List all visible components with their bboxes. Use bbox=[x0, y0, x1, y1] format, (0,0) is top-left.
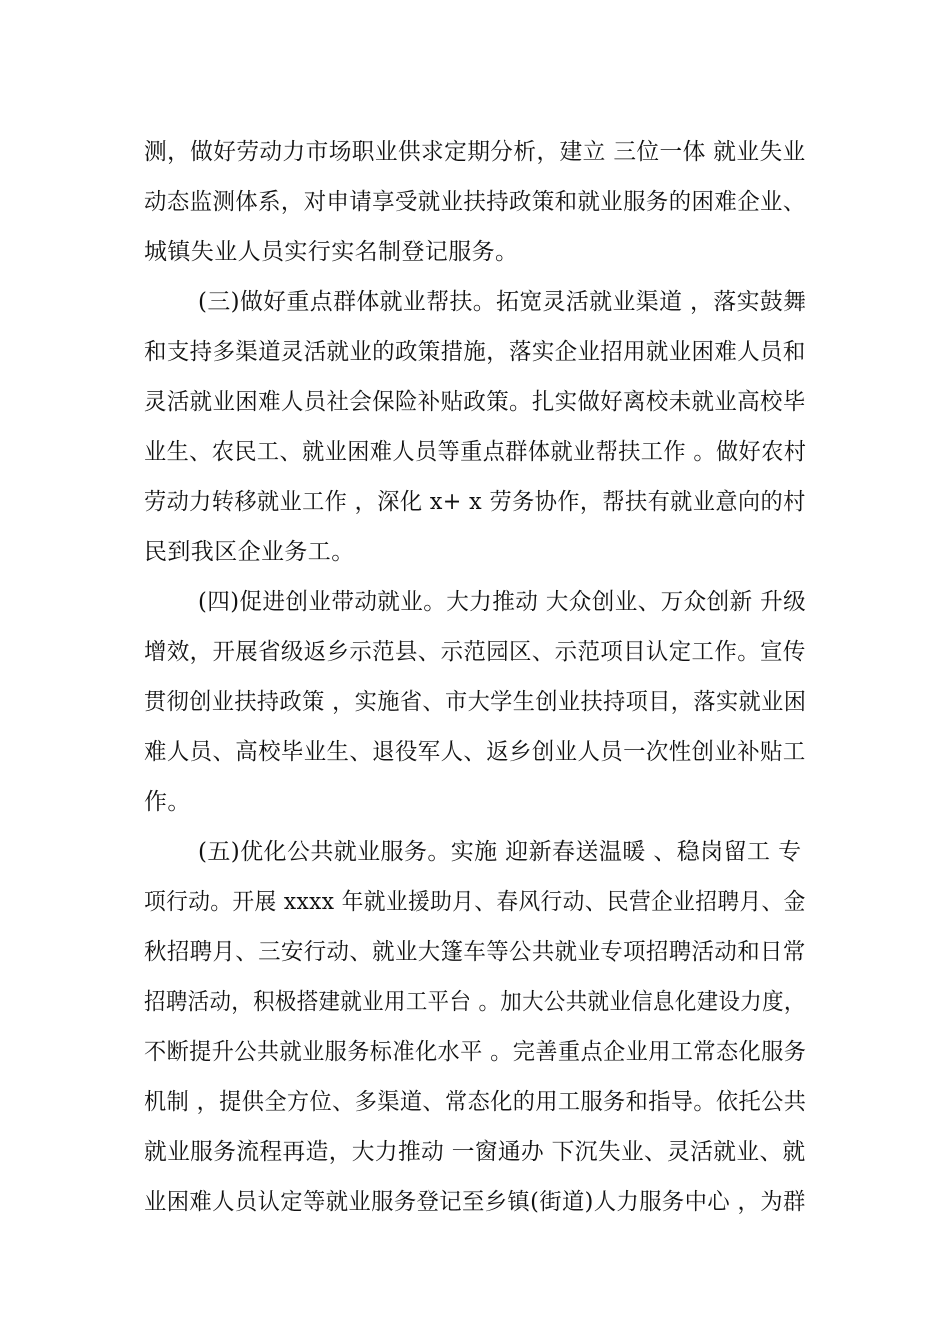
text-line: 秋招聘月、三安行动、就业大篷车等公共就业专项招聘活动和日常 bbox=[144, 939, 806, 965]
text-line: 民到我区企业务工。 bbox=[144, 539, 355, 565]
text-line: 就业服务流程再造，大力推动 一窗通办 下沉失业、灵活就业、就 bbox=[144, 1139, 806, 1165]
text-line: 不断提升公共就业服务标准化水平 。完善重点企业用工常态化服务 bbox=[144, 1039, 807, 1065]
text-line: 和支持多渠道灵活就业的政策措施，落实企业招用就业困难人员和 bbox=[144, 339, 806, 365]
text-line: 作。 bbox=[144, 789, 191, 815]
text-line: 项行动。开展 xxxx 年就业援助月、春风行动、民营企业招聘月、金 bbox=[144, 889, 806, 915]
section-heading-5: (五)优化公共就业服务。实施 迎新春送温暖 、稳岗留工 专 bbox=[198, 839, 802, 865]
text-line: 业困难人员认定等就业服务登记至乡镇(街道)人力服务中心 ，为群 bbox=[144, 1189, 806, 1215]
text-line: 难人员、高校毕业生、退役军人、返乡创业人员一次性创业补贴工 bbox=[144, 739, 806, 765]
text-line: 测，做好劳动力市场职业供求定期分析，建立 三位一体 就业失业 bbox=[144, 139, 806, 165]
text-line: 贯彻创业扶持政策 ，实施省、市大学生创业扶持项目，落实就业困 bbox=[144, 689, 807, 715]
text-line: 业生、农民工、就业困难人员等重点群体就业帮扶工作 。做好农村 bbox=[144, 439, 807, 465]
section-heading-3: (三)做好重点群体就业帮扶。拓宽灵活就业渠道 ，落实鼓舞 bbox=[198, 289, 807, 315]
text-line: 劳动力转移就业工作 ，深化 x+ x 劳务协作，帮扶有就业意向的村 bbox=[144, 489, 806, 515]
text-line: 增效，开展省级返乡示范县、示范园区、示范项目认定工作。宣传 bbox=[144, 639, 806, 665]
section-heading-4: (四)促进创业带动就业。大力推动 大众创业、万众创新 升级 bbox=[198, 589, 807, 615]
text-line: 动态监测体系，对申请享受就业扶持政策和就业服务的困难企业、 bbox=[144, 189, 806, 215]
text-line: 招聘活动，积极搭建就业用工平台 。加大公共就业信息化建设力度， bbox=[144, 989, 806, 1015]
text-line: 灵活就业困难人员社会保险补贴政策。扎实做好离校未就业高校毕 bbox=[144, 389, 806, 415]
text-line: 城镇失业人员实行实名制登记服务。 bbox=[144, 239, 519, 265]
text-line: 机制 ，提供全方位、多渠道、常态化的用工服务和指导。依托公共 bbox=[144, 1089, 807, 1115]
